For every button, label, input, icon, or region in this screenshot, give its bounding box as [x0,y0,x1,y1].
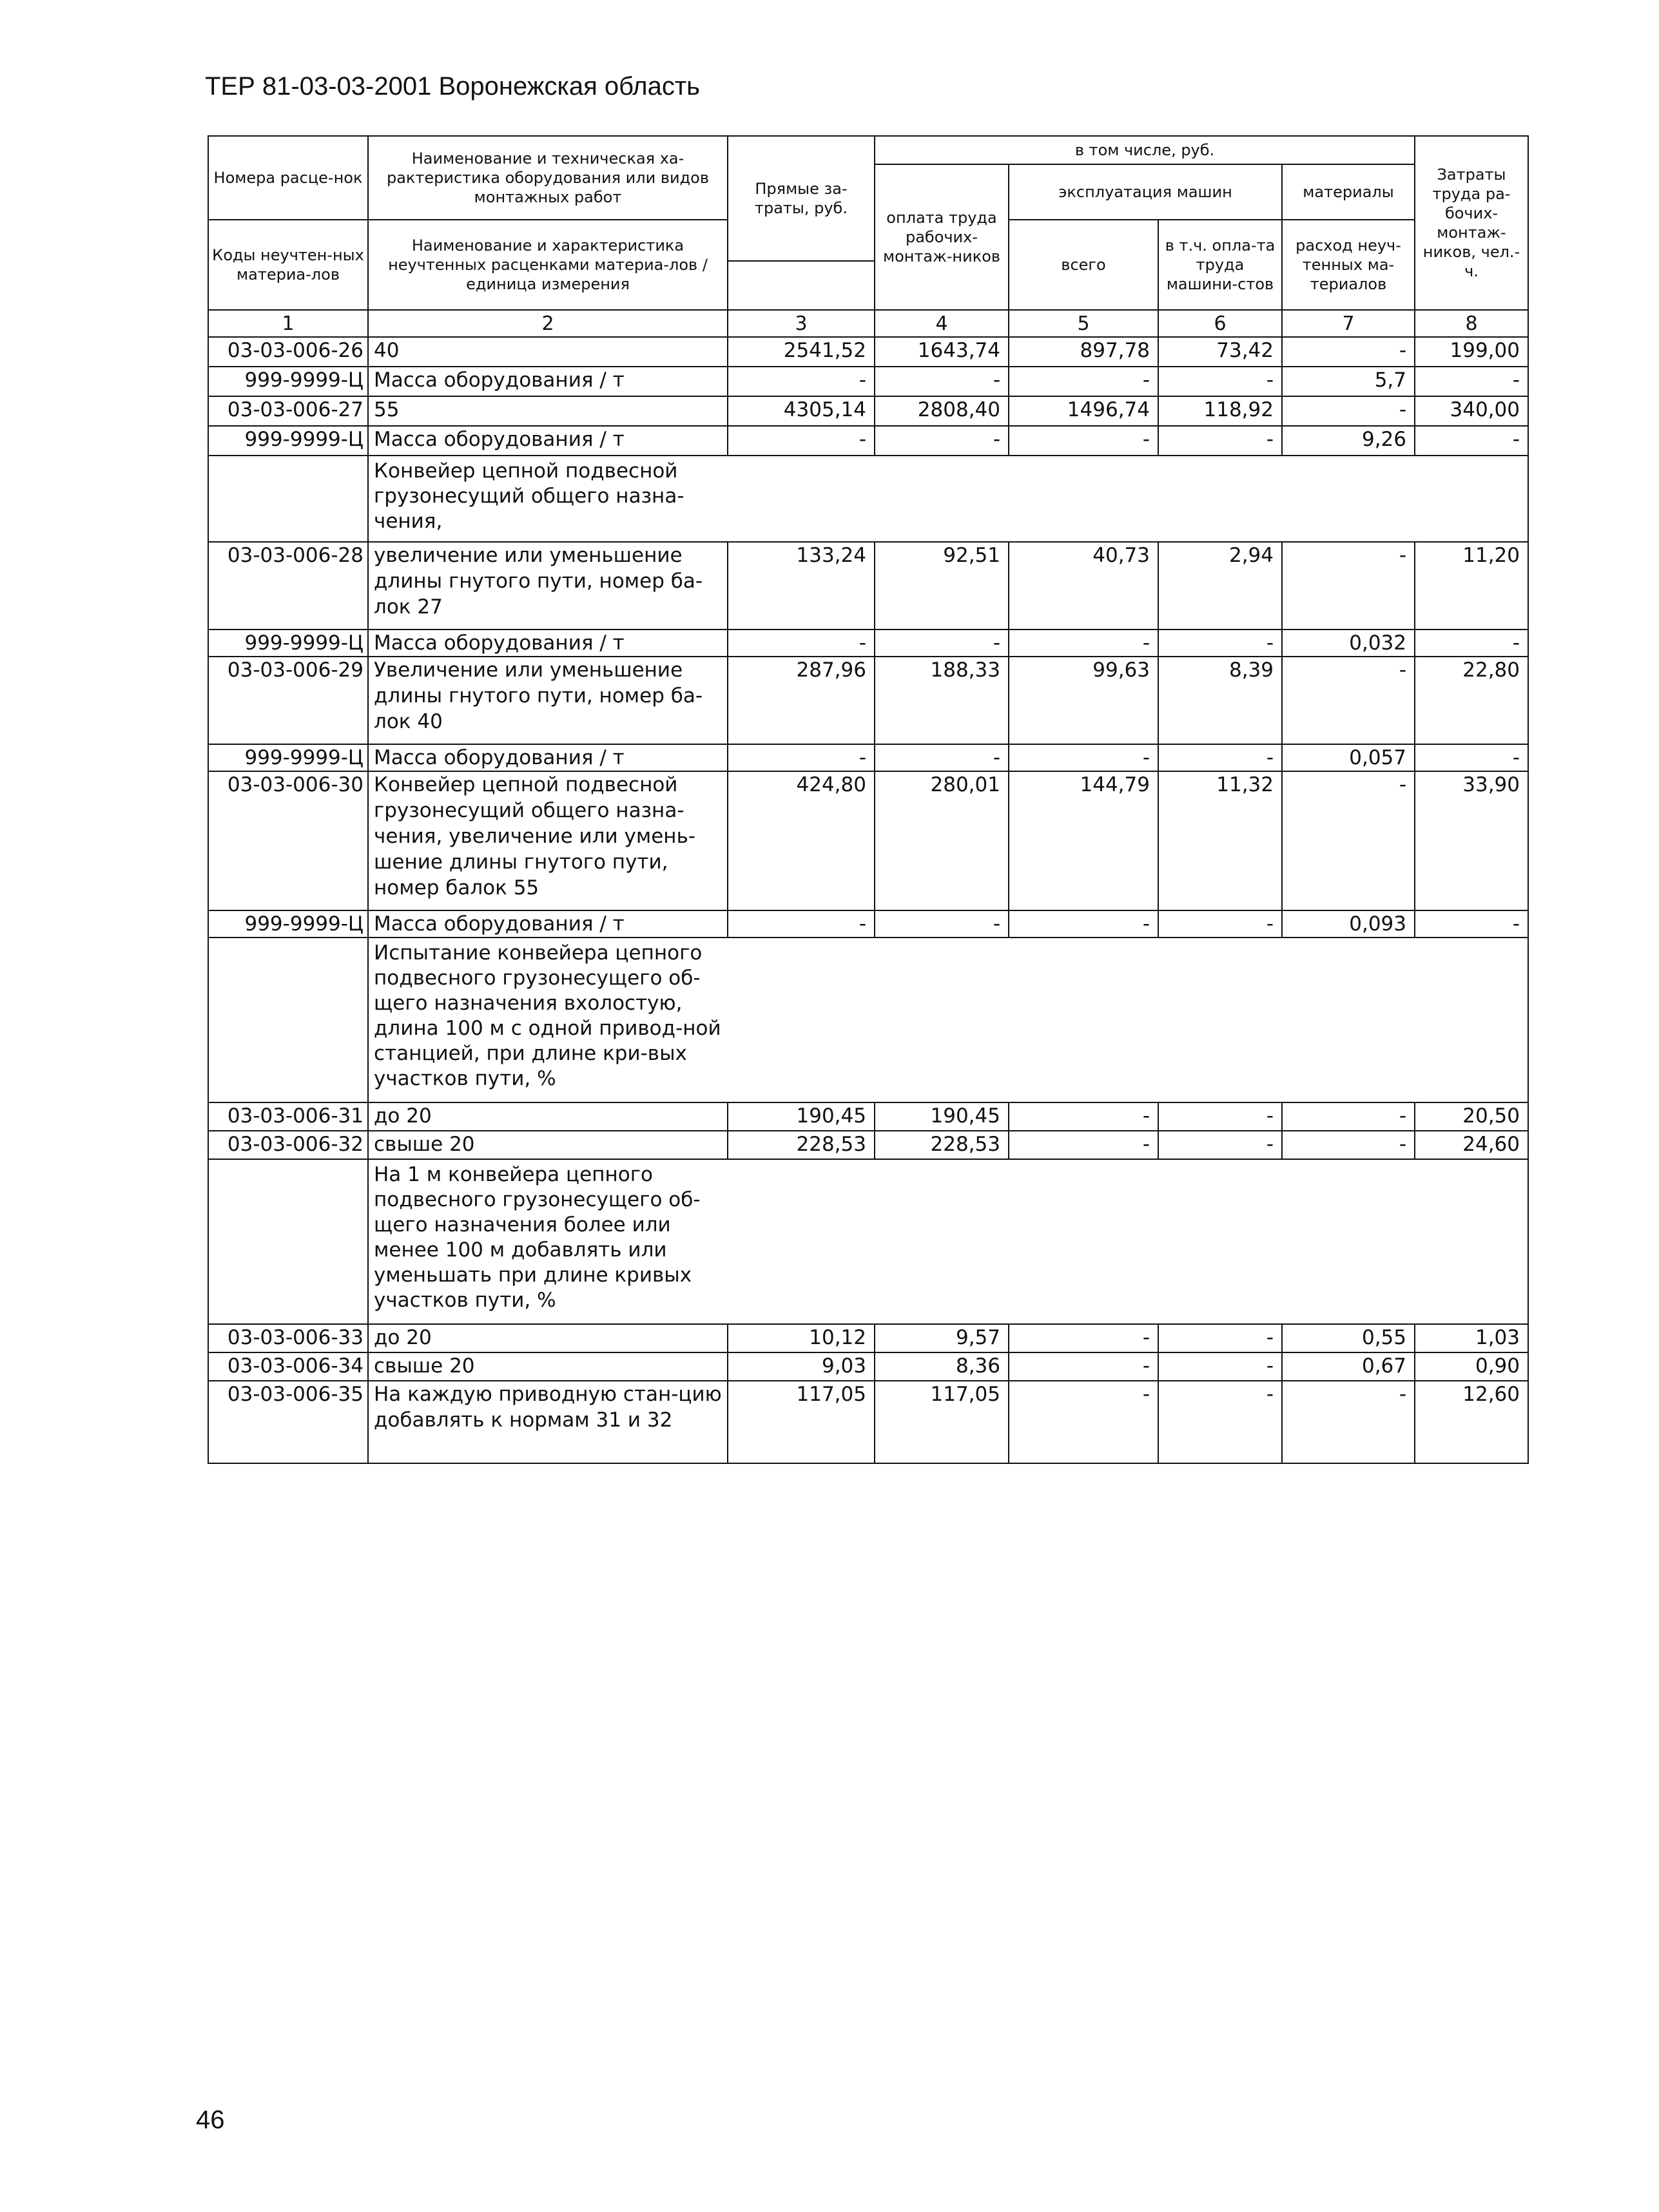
rate-code-cell: 03-03-006-34 [208,1352,368,1381]
header-material-codes: Коды неучтен-ных материа-лов [208,220,368,310]
unaccounted-material-cell: - [1282,657,1415,744]
work-name-cell: 55 [368,396,728,426]
direct-costs-cell: - [728,630,875,657]
machinist-pay-cell: - [1158,367,1282,396]
table-row [208,1131,1528,1159]
table-row [208,367,1528,396]
work-name-cell: Масса оборудования / т [368,630,728,657]
labor-hours-cell: 0,90 [1415,1352,1528,1381]
rate-code-cell: 03-03-006-27 [208,396,368,426]
machine-total-cell: 99,63 [1009,657,1158,744]
machinist-pay-cell: - [1158,1352,1282,1381]
labor-hours-cell: 1,03 [1415,1324,1528,1352]
work-name-cell: свыше 20 [368,1131,728,1159]
unaccounted-material-cell: - [1282,1102,1415,1131]
machine-total-cell: 40,73 [1009,542,1158,630]
table-row [208,771,1528,910]
rate-code-cell: 03-03-006-28 [208,542,368,630]
machine-total-cell: - [1009,1324,1158,1352]
labor-pay-cell: 280,01 [875,771,1009,910]
labor-pay-cell: - [875,367,1009,396]
machinist-pay-cell: 73,42 [1158,337,1282,367]
unaccounted-material-cell: - [1282,1131,1415,1159]
machine-total-cell: - [1009,910,1158,938]
direct-costs-cell: 424,80 [728,771,875,910]
table-row [208,426,1528,456]
labor-hours-cell: 11,20 [1415,542,1528,630]
direct-costs-cell: 228,53 [728,1131,875,1159]
labor-pay-cell: - [875,744,1009,771]
work-name-cell: 40 [368,337,728,367]
rate-code-cell: 999-9999-Ц [208,367,368,396]
section-row [208,938,1528,1102]
section-row [208,456,1528,542]
direct-costs-cell: - [728,367,875,396]
rate-code-cell: 03-03-006-33 [208,1324,368,1352]
unaccounted-material-cell: 9,26 [1282,426,1415,456]
section-blank [728,938,1528,1102]
labor-pay-cell: 8,36 [875,1352,1009,1381]
rate-code-cell: 999-9999-Ц [208,744,368,771]
labor-hours-cell: 22,80 [1415,657,1528,744]
header-name-description: Наименование и техническая ха-рактеристика оборудования или видов монтажных работ [368,136,728,220]
rate-code-cell: 03-03-006-35 [208,1381,368,1463]
header-material-name: Наименование и характеристика неучтенных расценками материа-лов / единица измерения [368,220,728,310]
section-spacer [208,1159,368,1324]
unaccounted-material-cell: 5,7 [1282,367,1415,396]
machine-total-cell: 1496,74 [1009,396,1158,426]
direct-costs-cell: - [728,910,875,938]
column-number: 3 [728,310,875,337]
header-direct-costs-continued [728,261,875,310]
machinist-pay-cell: - [1158,1324,1282,1352]
direct-costs-cell: - [728,426,875,456]
header-machine-total: всего [1009,220,1158,310]
column-number: 4 [875,310,1009,337]
unaccounted-material-cell: - [1282,771,1415,910]
labor-pay-cell: 190,45 [875,1102,1009,1131]
table-row [208,542,1528,630]
labor-pay-cell: 9,57 [875,1324,1009,1352]
column-number: 5 [1009,310,1158,337]
unaccounted-material-cell: 0,032 [1282,630,1415,657]
machinist-pay-cell: 118,92 [1158,396,1282,426]
labor-pay-cell: - [875,426,1009,456]
rate-code-cell: 999-9999-Ц [208,630,368,657]
work-name-cell: увеличение или уменьшение длины гнутого пути, номер ба-лок 27 [368,542,728,630]
header-labor-costs: Затраты труда ра-бочих-монтаж-ников, чел.-ч. [1415,136,1528,310]
work-name-cell: Конвейер цепной подвесной грузонесущий общего назна-чения, увеличение или умень-шение длины гнутого пути, номер балок 55 [368,771,728,910]
labor-pay-cell: 2808,40 [875,396,1009,426]
labor-pay-cell: 92,51 [875,542,1009,630]
labor-hours-cell: - [1415,910,1528,938]
rate-code-cell: 03-03-006-32 [208,1131,368,1159]
work-name-cell: до 20 [368,1324,728,1352]
work-name-cell: Масса оборудования / т [368,910,728,938]
work-name-cell: Масса оборудования / т [368,744,728,771]
direct-costs-cell: 2541,52 [728,337,875,367]
labor-pay-cell: 1643,74 [875,337,1009,367]
unaccounted-material-cell: 0,55 [1282,1324,1415,1352]
machinist-pay-cell: - [1158,1102,1282,1131]
rate-code-cell: 03-03-006-26 [208,337,368,367]
page-number: 46 [196,2106,225,2134]
direct-costs-cell: 10,12 [728,1324,875,1352]
table-row [208,1324,1528,1352]
table-row [208,630,1528,657]
labor-pay-cell: 228,53 [875,1131,1009,1159]
section-heading: На 1 м конвейера цепного подвесного грузонесущего об-щего назначения более или менее 100 м добавлять или уменьшать при длине кривых участков пути, % [368,1159,728,1324]
column-number: 2 [368,310,728,337]
work-name-cell: Масса оборудования / т [368,367,728,396]
labor-pay-cell: - [875,630,1009,657]
unaccounted-material-cell: - [1282,1381,1415,1463]
machine-total-cell: 144,79 [1009,771,1158,910]
table-row [208,396,1528,426]
table-row [208,1381,1528,1463]
rate-code-cell: 03-03-006-31 [208,1102,368,1131]
unaccounted-material-cell: - [1282,396,1415,426]
work-name-cell: Масса оборудования / т [368,426,728,456]
direct-costs-cell: 133,24 [728,542,875,630]
section-spacer [208,456,368,542]
machinist-pay-cell: - [1158,744,1282,771]
machinist-pay-cell: 2,94 [1158,542,1282,630]
labor-hours-cell: 340,00 [1415,396,1528,426]
labor-pay-cell: 117,05 [875,1381,1009,1463]
table-row [208,910,1528,938]
work-name-cell: свыше 20 [368,1352,728,1381]
machinist-pay-cell: 11,32 [1158,771,1282,910]
machinist-pay-cell: - [1158,630,1282,657]
labor-pay-cell: - [875,910,1009,938]
header-rate-numbers: Номера расце-нок [208,136,368,220]
work-name-cell: Увеличение или уменьшение длины гнутого пути, номер ба-лок 40 [368,657,728,744]
unaccounted-material-cell: - [1282,337,1415,367]
machine-total-cell: - [1009,744,1158,771]
unaccounted-material-cell: - [1282,542,1415,630]
table-row [208,744,1528,771]
header-including: в том числе, руб. [875,136,1415,164]
section-spacer [208,938,368,1102]
direct-costs-cell: 9,03 [728,1352,875,1381]
machinist-pay-cell: - [1158,1381,1282,1463]
header-machine-operation: эксплуатация машин [1009,164,1282,220]
header-materials: материалы [1282,164,1415,220]
work-name-cell: до 20 [368,1102,728,1131]
table-row [208,337,1528,367]
page-title: ТЕР 81-03-03-2001 Воронежская область [205,72,701,101]
rates-table [208,135,1529,1464]
machine-total-cell: - [1009,1131,1158,1159]
labor-hours-cell: - [1415,630,1528,657]
machinist-pay-cell: 8,39 [1158,657,1282,744]
machine-total-cell: - [1009,1352,1158,1381]
labor-hours-cell: 12,60 [1415,1381,1528,1463]
header-machinist-pay: в т.ч. опла-та труда машини-стов [1158,220,1282,310]
direct-costs-cell: 287,96 [728,657,875,744]
machine-total-cell: - [1009,367,1158,396]
column-number: 8 [1415,310,1528,337]
header-labor-pay: оплата труда рабочих-монтаж-ников [875,164,1009,310]
machine-total-cell: - [1009,1381,1158,1463]
table-row [208,1102,1528,1131]
direct-costs-cell: 4305,14 [728,396,875,426]
labor-hours-cell: 199,00 [1415,337,1528,367]
direct-costs-cell: - [728,744,875,771]
section-heading: Конвейер цепной подвесной грузонесущий общего назна-чения, [368,456,728,542]
section-heading: Испытание конвейера цепного подвесного грузонесущего об-щего назначения вхолостую, длина 100 м с одной привод-ной станцией, при длине кри-вых участков пути, % [368,938,728,1102]
unaccounted-material-cell: 0,093 [1282,910,1415,938]
unaccounted-material-cell: 0,67 [1282,1352,1415,1381]
table-row [208,657,1528,744]
labor-hours-cell: - [1415,367,1528,396]
unaccounted-material-cell: 0,057 [1282,744,1415,771]
direct-costs-cell: 190,45 [728,1102,875,1131]
column-number: 1 [208,310,368,337]
section-row [208,1159,1528,1324]
rate-code-cell: 999-9999-Ц [208,910,368,938]
header-direct-costs: Прямые за-траты, руб. [728,136,875,261]
machine-total-cell: - [1009,426,1158,456]
rate-code-cell: 03-03-006-29 [208,657,368,744]
labor-hours-cell: 24,60 [1415,1131,1528,1159]
machinist-pay-cell: - [1158,910,1282,938]
column-number: 7 [1282,310,1415,337]
machine-total-cell: 897,78 [1009,337,1158,367]
header-unaccounted-materials: расход неуч-тенных ма-териалов [1282,220,1415,310]
rate-code-cell: 03-03-006-30 [208,771,368,910]
machine-total-cell: - [1009,1102,1158,1131]
labor-hours-cell: - [1415,744,1528,771]
labor-hours-cell: 33,90 [1415,771,1528,910]
machinist-pay-cell: - [1158,1131,1282,1159]
direct-costs-cell: 117,05 [728,1381,875,1463]
machine-total-cell: - [1009,630,1158,657]
work-name-cell: На каждую приводную стан-цию добавлять к нормам 31 и 32 [368,1381,728,1463]
table-row [208,1352,1528,1381]
section-blank [728,456,1528,542]
column-number: 6 [1158,310,1282,337]
labor-pay-cell: 188,33 [875,657,1009,744]
labor-hours-cell: - [1415,426,1528,456]
machinist-pay-cell: - [1158,426,1282,456]
rate-code-cell: 999-9999-Ц [208,426,368,456]
labor-hours-cell: 20,50 [1415,1102,1528,1131]
section-blank [728,1159,1528,1324]
